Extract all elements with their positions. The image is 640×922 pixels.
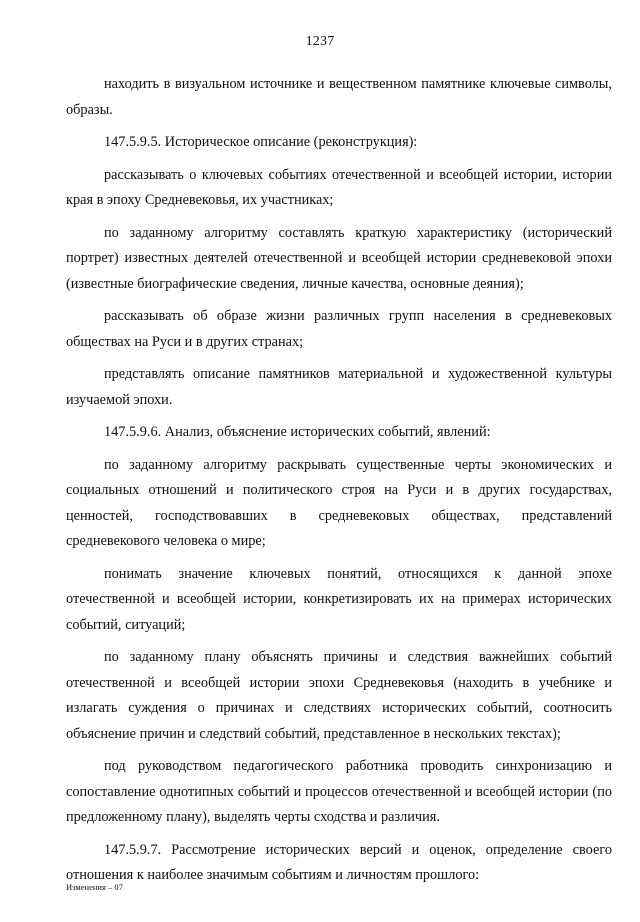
paragraph-11: под руководством педагогического работника проводить синхронизацию и сопоставление однотипных событий и процессов отечественной и всеобщей истории (по предложенному плану), выделять черты сходства и различия. (66, 758, 612, 825)
page-number: 1237 (305, 34, 335, 49)
paragraph-4: по заданному алгоритму составлять краткую характеристику (исторический портрет) известных деятелей отечественной и всеобщей истории средневековой эпохи (известные биографические сведения, личные качества, основные деяния); (66, 224, 612, 292)
paragraph-1: находить в визуальном источнике и вещественном памятнике ключевые символы, образы. (66, 76, 612, 118)
paragraph-7-heading: 147.5.9.6. Анализ, объяснение исторических событий, явлений: (104, 424, 491, 440)
paragraph-3: рассказывать о ключевых событиях отечественной и всеобщей истории, истории края в эпоху Средневековья, их участниках; (66, 166, 612, 208)
paragraph-9: понимать значение ключевых понятий, относящихся к данной эпохе отечественной и всеобщей истории, конкретизировать их на примерах исторических событий, ситуаций; (66, 565, 612, 633)
document-body (66, 72, 612, 896)
footer-revision-note: Изменения – 07 (66, 882, 123, 892)
paragraph-12-heading: 147.5.9.7. Рассмотрение исторических версий и оценок, определение своего отношения к наиболее значимым событиям и личностям прошлого: (66, 841, 612, 883)
paragraph-2-heading: 147.5.9.5. Историческое описание (реконструкция): (104, 134, 418, 150)
paragraph-5: рассказывать об образе жизни различных групп населения в средневековых обществах на Руси и в других странах; (66, 308, 612, 350)
paragraph-8: по заданному алгоритму раскрывать существенные черты экономических и социальных отношений и политического строя на Руси и в других государствах, ценностей, господствовавших в средневековых обществах, представлений средневекового человека о мире; (66, 456, 612, 549)
paragraph-10: по заданному плану объяснять причины и следствия важнейших событий отечественной и всеобщей истории эпохи Средневековья (находить в учебнике и излагать суждения о причинах и следствиях исторических событий, соотносить объяснение причин и следствий событий, представленное в нескольких текстах); (66, 649, 612, 742)
paragraph-6: представлять описание памятников материальной и художественной культуры изучаемой эпохи. (66, 366, 612, 408)
